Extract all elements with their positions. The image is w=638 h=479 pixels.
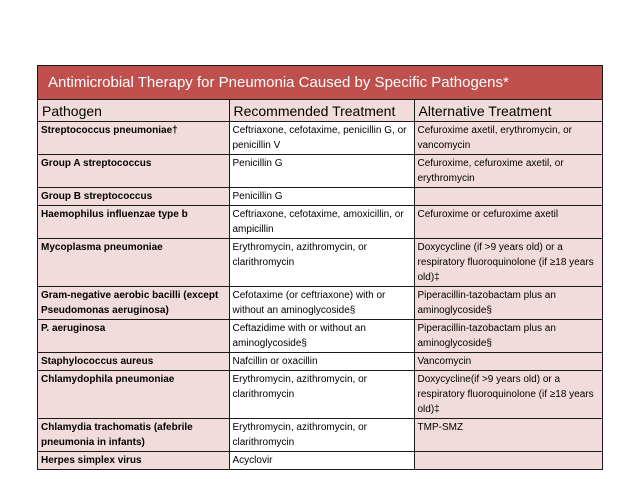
- recommended-cell: Ceftazidime with or without an aminoglycoside§: [229, 320, 414, 353]
- alternative-cell: Cefuroxime or cefuroxime axetil: [414, 206, 602, 239]
- alternative-cell: [414, 452, 602, 470]
- pathogen-cell: Group A streptococcus: [38, 155, 229, 188]
- recommended-cell: Erythromycin, azithromycin, or clarithromycin: [229, 371, 414, 419]
- therapy-table: [37, 65, 603, 470]
- alternative-cell: Doxycycline (if >9 years old) or a respiratory fluoroquinolone (if ≥18 years old)‡: [414, 239, 602, 287]
- table-row: [38, 155, 602, 188]
- table-row: [38, 206, 602, 239]
- table-row: [38, 239, 602, 287]
- pathogen-cell: Chlamydophila pneumoniae: [38, 371, 229, 419]
- recommended-cell: Erythromycin, azithromycin, or clarithromycin: [229, 239, 414, 287]
- table-body: [38, 122, 602, 470]
- recommended-cell: Penicillin G: [229, 155, 414, 188]
- table-row: [38, 188, 602, 206]
- recommended-cell: Penicillin G: [229, 188, 414, 206]
- alternative-cell: Doxycycline(if >9 years old) or a respiratory fluoroquinolone (if ≥18 years old)‡: [414, 371, 602, 419]
- header-row: [38, 100, 602, 122]
- alternative-cell: Cefuroxime axetil, erythromycin, or vancomycin: [414, 122, 602, 155]
- alternative-cell: [414, 188, 602, 206]
- recommended-cell: Acyclovir: [229, 452, 414, 470]
- header-recommended-treatment: Recommended Treatment: [229, 100, 414, 122]
- header-pathogen: Pathogen: [38, 100, 229, 122]
- therapy-grid: [38, 100, 602, 469]
- pathogen-cell: Staphylococcus aureus: [38, 353, 229, 371]
- recommended-cell: Cefotaxime (or ceftriaxone) with or without an aminoglycoside§: [229, 287, 414, 320]
- recommended-cell: Ceftriaxone, cefotaxime, amoxicillin, or ampicillin: [229, 206, 414, 239]
- recommended-cell: Ceftriaxone, cefotaxime, penicillin G, or penicillin V: [229, 122, 414, 155]
- table-title: Antimicrobial Therapy for Pneumonia Caused by Specific Pathogens*: [38, 66, 602, 100]
- alternative-cell: Cefuroxime, cefuroxime axetil, or erythromycin: [414, 155, 602, 188]
- table-row: [38, 452, 602, 470]
- pathogen-cell: P. aeruginosa: [38, 320, 229, 353]
- recommended-cell: Nafcillin or oxacillin: [229, 353, 414, 371]
- pathogen-cell: Mycoplasma pneumoniae: [38, 239, 229, 287]
- table-row: [38, 320, 602, 353]
- table-row: [38, 287, 602, 320]
- recommended-cell: Erythromycin, azithromycin, or clarithromycin: [229, 419, 414, 452]
- table-row: [38, 371, 602, 419]
- pathogen-cell: Chlamydia trachomatis (afebrile pneumonia in infants): [38, 419, 229, 452]
- pathogen-cell: Gram-negative aerobic bacilli (except Pseudomonas aeruginosa): [38, 287, 229, 320]
- alternative-cell: Vancomycin: [414, 353, 602, 371]
- pathogen-cell: Herpes simplex virus: [38, 452, 229, 470]
- alternative-cell: Piperacillin-tazobactam plus an aminoglycoside§: [414, 320, 602, 353]
- table-row: [38, 122, 602, 155]
- alternative-cell: TMP-SMZ: [414, 419, 602, 452]
- alternative-cell: Piperacillin-tazobactam plus an aminoglycoside§: [414, 287, 602, 320]
- header-alternative-treatment: Alternative Treatment: [414, 100, 602, 122]
- pathogen-cell: Group B streptococcus: [38, 188, 229, 206]
- table-row: [38, 353, 602, 371]
- pathogen-cell: Streptococcus pneumoniae†: [38, 122, 229, 155]
- table-row: [38, 419, 602, 452]
- pathogen-cell: Haemophilus influenzae type b: [38, 206, 229, 239]
